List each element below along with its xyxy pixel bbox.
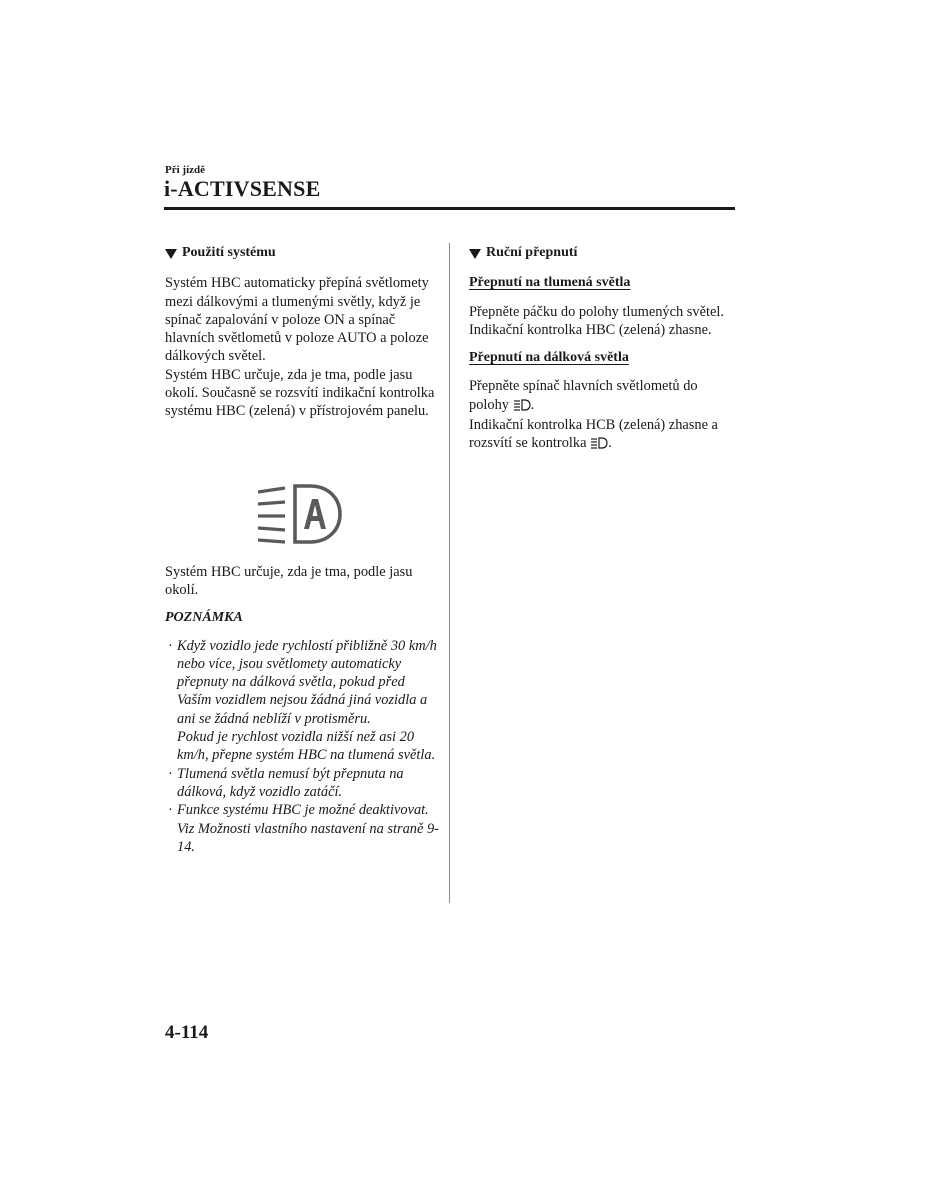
left-heading-text: Použití systému xyxy=(182,245,276,260)
period: . xyxy=(608,435,612,452)
high-beam-icon xyxy=(514,398,531,416)
high-beam-text-2 xyxy=(469,416,735,455)
note-item-1: · Když vozidlo jede rychlostí přibližně 30 km/h nebo více, jsou světlomety automaticky přepnuty na dálková světla, pokud před Vaším vozidlem nejsou žádná jiná vozidla a ani se žádná neblíží v protisměru. xyxy=(168,637,437,727)
after-icon-paragraph: Systém HBC určuje, zda je tma, podle jasu okolí. xyxy=(165,563,413,598)
page-number: 4-114 xyxy=(165,1022,209,1043)
page-title: i-ACTIVSENSE xyxy=(164,176,321,201)
hbc-auto-headlight-icon xyxy=(258,484,344,544)
note-item-3: · Funkce systému HBC je možné deaktivovat. Viz Možnosti vlastního nastavení na straně 9-14. xyxy=(168,802,439,855)
breadcrumb: Při jízdě xyxy=(165,164,206,176)
intro-paragraph: Systém HBC automaticky přepíná světlomety mezi dálkovými a tlumenými světly, když je spínač zapalování v poloze ON a spínač hlavních světlometů v poloze AUTO a poloze dálkových světel. xyxy=(165,275,429,365)
note-item-2-text: Tlumená světla nemusí být přepnuta na dálková, když vozidlo zatáčí. xyxy=(177,765,404,800)
high-beam-text-1 xyxy=(469,377,735,416)
triangle-bullet-icon xyxy=(469,249,481,259)
right-heading xyxy=(469,244,735,262)
left-heading xyxy=(165,244,441,262)
low-beam-subheading: Přepnutí na tlumená světla xyxy=(469,275,631,291)
high-beam-icon xyxy=(591,436,608,454)
low-beam-text-2: Indikační kontrolka HBC (zelená) zhasne. xyxy=(469,321,712,338)
high-beam-text-2-body: Indikační kontrolka HCB (zelená) zhasne a rozsvítí se kontrolka xyxy=(469,417,718,452)
left-column xyxy=(165,244,441,856)
high-beam-text-1-body: Přepněte spínač hlavních světlometů do polohy xyxy=(469,378,698,413)
period: . xyxy=(530,396,535,413)
low-beam-text-1: Přepněte páčku do polohy tlumených světel. xyxy=(469,303,724,320)
note-item-2: · Tlumená světla nemusí být přepnuta na dálková, když vozidlo zatáčí. xyxy=(168,765,404,800)
column-divider xyxy=(449,243,450,903)
note-item-1-text: Když vozidlo jede rychlostí přibližně 30 km/h nebo více, jsou světlomety automaticky přepnuty na dálková světla, pokud před Vaším vozidlem nejsou žádná jiná vozidla a ani se žádná neblíží v protisměru. xyxy=(177,637,437,727)
right-heading-text: Ruční přepnutí xyxy=(486,245,578,260)
note-title: POZNÁMKA xyxy=(165,610,243,626)
note-item-3-text: Funkce systému HBC je možné deaktivovat. Viz Možnosti vlastního nastavení na straně 9-14. xyxy=(177,802,439,855)
title-rule xyxy=(164,207,735,210)
note-item-1-continuation: Pokud je rychlost vozidla nižší než asi 20 km/h, přepne systém HBC na tlumená světla. xyxy=(177,729,436,764)
triangle-bullet-icon xyxy=(165,249,177,259)
high-beam-subheading: Přepnutí na dálková světla xyxy=(469,350,629,366)
detection-paragraph: Systém HBC určuje, zda je tma, podle jasu okolí. Současně se rozsvítí indikační kontrolka systému HBC (zelená) v přístrojovém panelu. xyxy=(165,366,435,420)
right-column xyxy=(469,244,735,455)
